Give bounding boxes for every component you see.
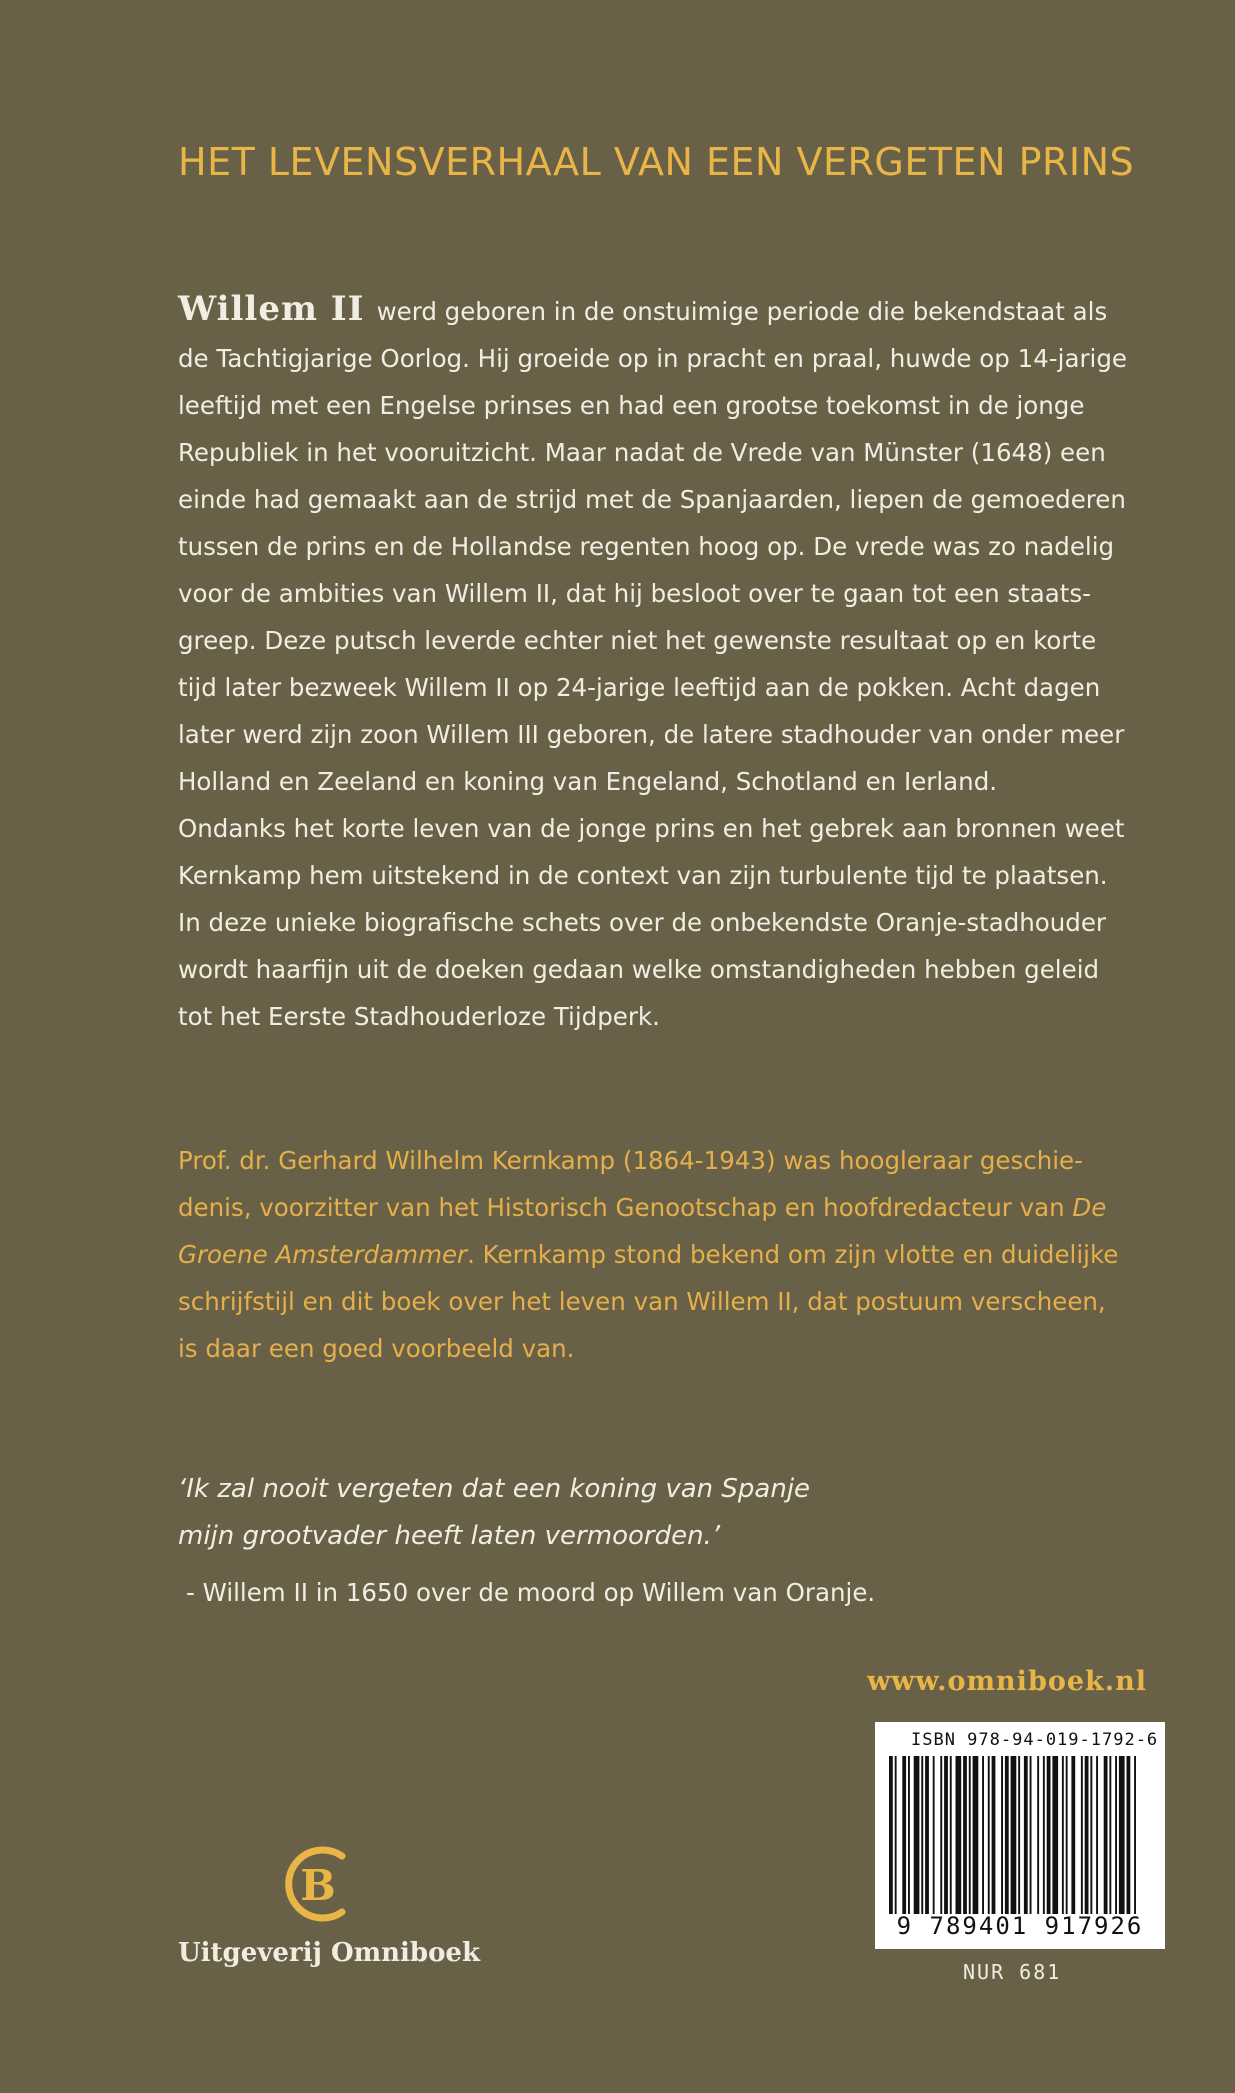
synopsis-line: voor de ambities van Willem II, dat hij besloot over te gaan tot een staats- [178, 579, 1092, 608]
lead-name: Willem II [178, 289, 365, 329]
synopsis-line: de Tachtigjarige Oorlog. Hij groeide op in pracht en praal, huwde op 14-jarige [178, 344, 1127, 373]
publisher-logo-icon [272, 1838, 364, 1930]
author-bio-line [178, 1231, 1119, 1278]
author-bio-line: is daar een goed voorbeeld van. [178, 1334, 575, 1363]
quote-line: mijn grootvader heeft laten vermoorden.’ [178, 1521, 721, 1551]
author-bio-line: schrijfstijl en dit boek over het leven van Willem II, dat postuum verscheen, [178, 1287, 1106, 1316]
synopsis-text [178, 286, 1127, 1040]
magazine-title: De [1072, 1193, 1107, 1222]
synopsis-line: later werd zijn zoon Willem III geboren, de latere stadhouder van onder meer [178, 720, 1125, 749]
synopsis-line [178, 286, 1108, 335]
synopsis-line: Kernkamp hem uitstekend in de context van zijn turbulente tijd te plaatsen. [178, 861, 1108, 890]
synopsis-line: In deze unieke biografische schets over de onbekendste Oranje-stadhouder [178, 908, 1107, 937]
publisher-website: www.omniboek.nl [867, 1666, 1147, 1697]
synopsis-line: Holland en Zeeland en koning van Engeland, Schotland en Ierland. [178, 767, 998, 796]
author-bio-text: denis, voorzitter van het Historisch Genootschap en hoofdredacteur van [178, 1193, 1073, 1222]
author-bio [178, 1137, 1119, 1372]
isbn-label: ISBN 978-94-019-1792-6 [911, 1730, 1159, 1750]
synopsis-line: Republiek in het vooruitzicht. Maar nadat de Vrede van Münster (1648) een [178, 438, 1106, 467]
synopsis-line: einde had gemaakt aan de strijd met de Spanjaarden, liepen de gemoederen [178, 485, 1126, 514]
barcode-panel [875, 1722, 1165, 1949]
barcode-digits: 9 789401 917926 [896, 1912, 1144, 1940]
quote-line: ‘Ik zal nooit vergeten dat een koning van Spanje [178, 1474, 811, 1504]
magazine-title: Groene Amsterdammer [178, 1240, 468, 1269]
author-bio-line: Prof. dr. Gerhard Wilhelm Kernkamp (1864-1943) was hoogleraar geschie- [178, 1146, 1083, 1175]
author-bio-text: . Kernkamp stond bekend om zijn vlotte en duidelijke [467, 1240, 1119, 1269]
synopsis-line: wordt haarfijn uit de doeken gedaan welke omstandigheden hebben geleid [178, 955, 1100, 984]
author-bio-line [178, 1184, 1107, 1231]
logo-letter: B [300, 1861, 336, 1910]
synopsis-line: tijd later bezweek Willem II op 24-jarige leeftijd aan de pokken. Acht dagen [178, 673, 1101, 702]
synopsis-line: Ondanks het korte leven van de jonge prins en het gebrek aan bronnen weet [178, 814, 1125, 843]
synopsis-line: tot het Eerste Stadhouderloze Tijdperk. [178, 1002, 660, 1031]
synopsis-line: tussen de prins en de Hollandse regenten hoog op. De vrede was zo nadelig [178, 532, 1115, 561]
synopsis-first-line: werd geboren in de onstuimige periode die bekendstaat als [376, 297, 1108, 326]
publisher-name: Uitgeverij Omniboek [178, 1938, 480, 1968]
synopsis-line: greep. Deze putsch leverde echter niet het gewenste resultaat op en korte [178, 626, 1097, 655]
barcode-icon [885, 1756, 1155, 1914]
cover-heading: HET LEVENSVERHAAL VAN EEN VERGETEN PRINS [178, 140, 1135, 184]
nur-code: NUR 681 [963, 1960, 1062, 1984]
synopsis-line: leeftijd met een Engelse prinses en had een grootse toekomst in de jonge [178, 391, 1085, 420]
quote-attribution: - Willem II in 1650 over de moord op Willem van Oranje. [186, 1578, 876, 1607]
quote [178, 1466, 810, 1560]
